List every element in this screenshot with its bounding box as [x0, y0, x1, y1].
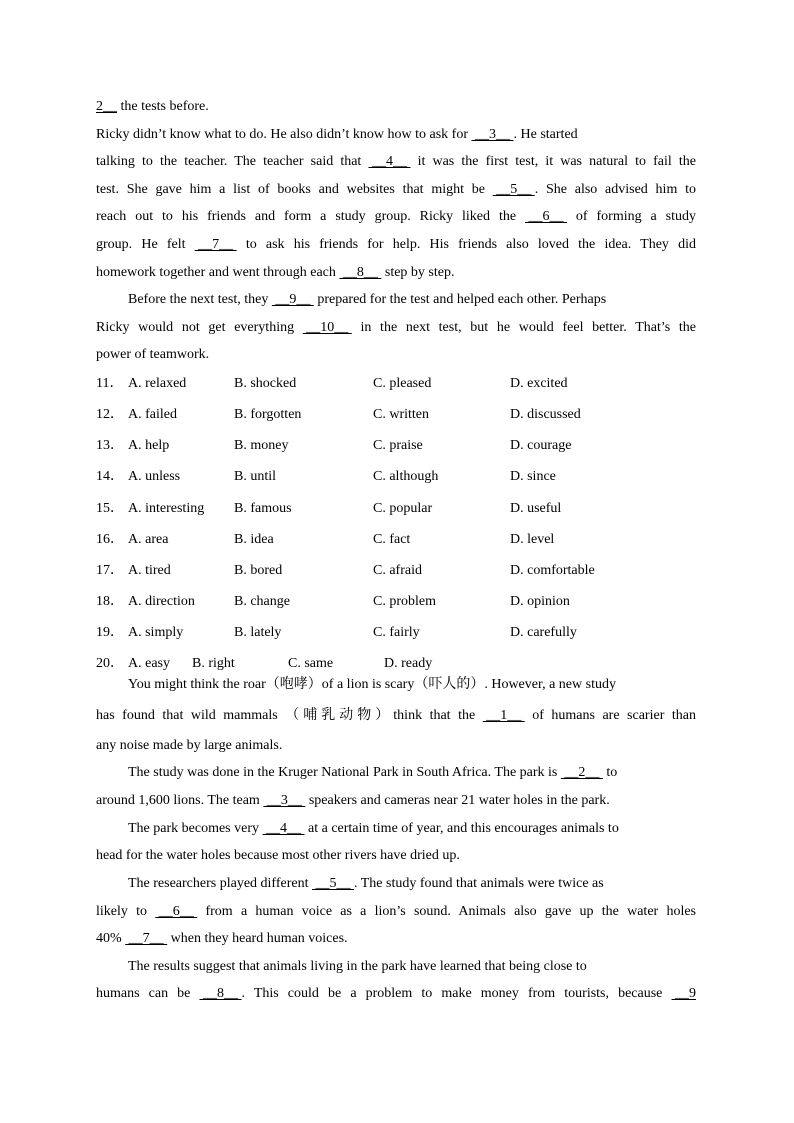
passage2-line	[96, 985, 696, 1003]
option-a: A. easy	[128, 656, 170, 671]
answer-blank: __3__	[263, 793, 306, 808]
question-number: 17．	[96, 563, 124, 578]
passage1-line	[96, 346, 696, 364]
text-segment: group. He felt	[96, 237, 195, 252]
option-b: B. shocked	[234, 376, 297, 391]
option-d: D. opinion	[510, 594, 570, 609]
passage2-line	[96, 792, 696, 810]
option-a: A. simply	[128, 625, 184, 640]
option-b: B. famous	[234, 501, 292, 516]
text-segment: the tests before.	[117, 99, 209, 114]
question-number: 13．	[96, 438, 124, 453]
text-segment: test. She gave him a list of books and websites that might be	[96, 182, 493, 197]
option-d: D. since	[510, 469, 556, 484]
option-d: D. courage	[510, 438, 572, 453]
option-b: B. lately	[234, 625, 282, 640]
passage1-line	[96, 126, 696, 144]
text-segment: You might think the roar（咆哮）of a lion is scary（吓人的）. However, a new study	[128, 677, 616, 692]
question-number: 11．	[96, 376, 124, 391]
question-number: 14．	[96, 469, 124, 484]
question-number: 12．	[96, 407, 124, 422]
answer-blank: __7__	[194, 237, 237, 252]
option-c: C. same	[288, 656, 334, 671]
text-segment: likely to	[96, 904, 156, 919]
text-segment: any noise made by large animals.	[96, 738, 283, 753]
answer-blank: __4__	[368, 154, 411, 169]
text-segment: Ricky would not get everything	[96, 320, 303, 335]
option-b: B. money	[234, 438, 289, 453]
question-row	[96, 593, 696, 611]
text-segment: of humans are scarier than	[524, 708, 696, 723]
option-a: A. help	[128, 438, 170, 453]
answer-blank: __5__	[492, 182, 535, 197]
question-row	[96, 437, 696, 455]
passage2-line	[128, 958, 696, 976]
option-d: D. carefully	[510, 625, 577, 640]
answer-blank: __5__	[311, 876, 354, 891]
text-segment: Ricky didn’t know what to do. He also didn’t know how to ask for	[96, 127, 472, 142]
passage1-line	[96, 98, 696, 116]
text-segment: around 1,600 lions. The team	[96, 793, 264, 808]
passage2-line	[128, 820, 696, 838]
text-segment: at a certain time of year, and this encourages animals to	[304, 821, 619, 836]
question-row	[96, 655, 696, 673]
option-d: D. useful	[510, 501, 562, 516]
answer-blank: __6__	[524, 209, 567, 224]
answer-blank: __2__	[560, 765, 603, 780]
answer-blank: __6__	[155, 904, 198, 919]
question-number: 15．	[96, 501, 124, 516]
answer-blank: __9	[671, 986, 696, 1001]
text-segment: has found that wild mammals （哺乳动物）think that the	[96, 708, 483, 723]
question-row	[96, 562, 696, 580]
text-segment: talking to the teacher. The teacher said that	[96, 154, 369, 169]
question-row	[96, 531, 696, 549]
option-b: B. change	[234, 594, 290, 609]
option-c: C. pleased	[373, 376, 432, 391]
passage1-line	[96, 319, 696, 337]
text-segment: Before the next test, they	[128, 292, 272, 307]
question-number: 16．	[96, 532, 124, 547]
question-row	[96, 375, 696, 393]
passage2-line	[96, 847, 696, 865]
option-d: D. discussed	[510, 407, 581, 422]
option-d: D. level	[510, 532, 555, 547]
option-c: C. problem	[373, 594, 436, 609]
option-b: B. right	[192, 656, 235, 671]
text-segment: speakers and cameras near 21 water holes in the park.	[305, 793, 610, 808]
text-segment: step by step.	[381, 265, 455, 280]
option-c: C. written	[373, 407, 429, 422]
text-segment: The researchers played different	[128, 876, 312, 891]
answer-blank: __8__	[199, 986, 242, 1001]
question-row	[96, 500, 696, 518]
answer-blank: __10__	[302, 320, 352, 335]
option-c: C. fact	[373, 532, 411, 547]
answer-blank: 2__	[96, 99, 117, 114]
text-segment: . He started	[513, 127, 578, 142]
text-segment: in the next test, but he would feel better. That’s the	[351, 320, 696, 335]
passage2-line	[128, 764, 696, 782]
passage2-line	[96, 737, 696, 755]
option-a: A. failed	[128, 407, 177, 422]
option-d: D. ready	[384, 656, 433, 671]
text-segment: 40%	[96, 931, 126, 946]
passage1-line	[96, 181, 696, 199]
text-segment: The study was done in the Kruger National Park in South Africa. The park is	[128, 765, 561, 780]
option-c: C. fairly	[373, 625, 420, 640]
text-segment: humans can be	[96, 986, 200, 1001]
option-c: C. popular	[373, 501, 433, 516]
option-a: A. tired	[128, 563, 171, 578]
option-c: C. afraid	[373, 563, 422, 578]
option-a: A. relaxed	[128, 376, 187, 391]
option-b: B. idea	[234, 532, 274, 547]
text-segment: power of teamwork.	[96, 347, 210, 362]
question-number: 18．	[96, 594, 124, 609]
text-segment: reach out to his friends and form a study group. Ricky liked the	[96, 209, 525, 224]
text-segment: head for the water holes because most other rivers have dried up.	[96, 848, 460, 863]
option-a: A. unless	[128, 469, 181, 484]
question-number: 20．	[96, 656, 124, 671]
question-number: 19．	[96, 625, 124, 640]
question-row	[96, 468, 696, 486]
text-segment: The results suggest that animals living in the park have learned that being close to	[128, 959, 587, 974]
option-a: A. area	[128, 532, 169, 547]
option-d: D. excited	[510, 376, 568, 391]
question-row	[96, 624, 696, 642]
passage2-line	[96, 930, 696, 948]
passage1-line	[96, 208, 696, 226]
text-segment: . This could be a problem to make money from tourists, because	[241, 986, 672, 1001]
text-segment: when they heard human voices.	[167, 931, 348, 946]
passage2-line	[96, 707, 696, 725]
answer-blank: __1__	[482, 708, 525, 723]
option-d: D. comfortable	[510, 563, 595, 578]
passage2-line	[128, 875, 696, 893]
question-row	[96, 406, 696, 424]
passage2-line	[96, 903, 696, 921]
option-b: B. until	[234, 469, 277, 484]
text-segment: . She also advised him to	[534, 182, 696, 197]
answer-blank: __4__	[262, 821, 305, 836]
option-a: A. interesting	[128, 501, 205, 516]
answer-blank: __3__	[471, 127, 514, 142]
answer-blank: __7__	[125, 931, 168, 946]
text-segment: to ask his friends for help. His friends also loved the idea. They did	[236, 237, 696, 252]
text-segment: from a human voice as a lion’s sound. Animals also gave up the water holes	[197, 904, 696, 919]
text-segment: to	[602, 765, 618, 780]
answer-blank: __8__	[339, 265, 382, 280]
text-segment: prepared for the test and helped each other. Perhaps	[313, 292, 607, 307]
text-segment: of forming a study	[566, 209, 696, 224]
text-segment: it was the first test, it was natural to fail the	[410, 154, 697, 169]
option-b: B. bored	[234, 563, 283, 578]
answer-blank: __9__	[271, 292, 314, 307]
option-c: C. praise	[373, 438, 423, 453]
text-segment: homework together and went through each	[96, 265, 340, 280]
option-a: A. direction	[128, 594, 195, 609]
passage1-line	[96, 153, 696, 171]
option-b: B. forgotten	[234, 407, 302, 422]
passage1-line	[96, 264, 696, 282]
passage2-line	[128, 676, 696, 694]
passage1-line	[128, 291, 696, 309]
text-segment: The park becomes very	[128, 821, 263, 836]
option-c: C. although	[373, 469, 439, 484]
passage1-line	[96, 236, 696, 254]
text-segment: . The study found that animals were twice as	[353, 876, 604, 891]
